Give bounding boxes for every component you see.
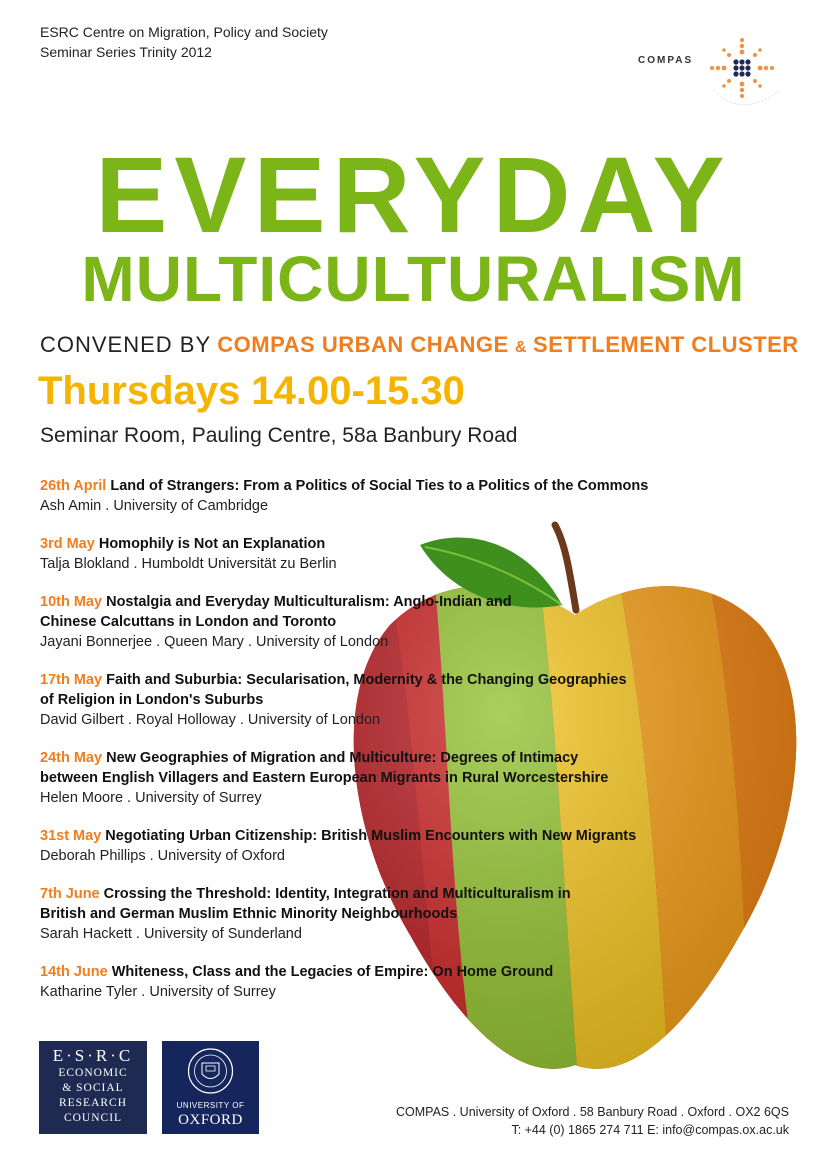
footer-phone-email: T: +44 (0) 1865 274 711 E: info@compas.ox.ac.uk xyxy=(511,1123,789,1137)
esrc-logo xyxy=(39,1041,147,1134)
seminar-speaker: Deborah Phillips . University of Oxford xyxy=(40,848,285,864)
seminar-title-line-2: of Religion in London's Suburbs xyxy=(40,692,264,708)
seminar-title-line-2: between English Villagers and Eastern European Migrants in Rural Worcestershire xyxy=(40,770,609,786)
compas-starburst-icon xyxy=(632,38,797,123)
seminar-date: 24th May xyxy=(40,750,103,766)
esrc-logo-line: COUNCIL xyxy=(63,1112,123,1124)
seminar-title: Homophily is Not an Explanation xyxy=(98,536,326,552)
seminar-venue: Seminar Room, Pauling Centre, 58a Banbury Road xyxy=(40,424,518,447)
oxford-crest-icon xyxy=(162,1041,259,1101)
seminar-item xyxy=(40,826,800,866)
compas-logo-text: COMPAS xyxy=(638,55,694,66)
convened-prefix: CONVENED BY xyxy=(40,332,212,357)
seminar-speaker: Sarah Hackett . University of Sunderland xyxy=(40,926,302,942)
esrc-logo-line: & SOCIAL xyxy=(62,1082,124,1094)
esrc-logo-line: ECONOMIC xyxy=(58,1067,128,1079)
convened-by-line xyxy=(40,331,799,362)
seminar-speaker: Talja Blokland . Humboldt Universität zu Berlin xyxy=(40,556,337,572)
esrc-logo-line: RESEARCH xyxy=(58,1097,128,1109)
seminar-title: Faith and Suburbia: Secularisation, Modernity & the Changing Geographies xyxy=(106,672,627,688)
seminar-speaker: Katharine Tyler . University of Surrey xyxy=(40,984,276,1000)
seminar-title: Whiteness, Class and the Legacies of Empire: On Home Ground xyxy=(111,964,554,980)
footer-address: COMPAS . University of Oxford . 58 Banbury Road . Oxford . OX2 6QS xyxy=(396,1105,789,1119)
seminar-speaker: David Gilbert . Royal Holloway . University of London xyxy=(40,712,381,728)
seminar-date: 31st May xyxy=(40,828,102,844)
seminar-speaker: Helen Moore . University of Surrey xyxy=(40,790,262,806)
convened-cluster-name: COMPAS URBAN CHANGE xyxy=(217,332,509,357)
compas-logo xyxy=(632,38,797,123)
seminar-title: Negotiating Urban Citizenship: British Muslim Encounters with New Migrants xyxy=(105,828,637,844)
seminar-title: Land of Strangers: From a Politics of Social Ties to a Politics of the Commons xyxy=(110,478,649,494)
seminar-item xyxy=(40,534,800,574)
footer-contact xyxy=(396,1103,789,1139)
seminar-speaker: Ash Amin . University of Cambridge xyxy=(40,498,269,514)
seminar-date: 10th May xyxy=(40,594,103,610)
seminar-speaker: Jayani Bonnerjee . Queen Mary . University of London xyxy=(40,634,389,650)
title-multiculturalism: MULTICULTURALISM xyxy=(81,243,746,315)
seminar-item xyxy=(40,748,800,808)
seminar-title: Nostalgia and Everyday Multiculturalism: Anglo-Indian and xyxy=(106,594,512,610)
header-line-organisation: ESRC Centre on Migration, Policy and Society xyxy=(40,24,328,40)
seminar-date: 17th May xyxy=(40,672,103,688)
convened-ampersand: & xyxy=(514,339,527,356)
esrc-logo-acronym: E·S·R·C xyxy=(52,1046,134,1065)
seminar-item xyxy=(40,592,800,652)
seminar-title: Crossing the Threshold: Identity, Integration and Multiculturalism in xyxy=(103,886,571,902)
seminar-title-line-2: British and German Muslim Ethnic Minority Neighbourhoods xyxy=(40,906,458,922)
oxford-logo xyxy=(162,1041,259,1134)
header-line-series: Seminar Series Trinity 2012 xyxy=(40,44,212,60)
seminar-item xyxy=(40,962,800,1002)
seminar-title: New Geographies of Migration and Multiculture: Degrees of Intimacy xyxy=(106,750,579,766)
seminar-date: 14th June xyxy=(40,964,108,980)
seminar-date: 3rd May xyxy=(40,536,95,552)
seminar-title-line-2: Chinese Calcuttans in London and Toronto xyxy=(40,614,337,630)
title-everyday: EVERYDAY xyxy=(95,134,732,255)
seminar-item xyxy=(40,476,800,516)
seminar-list xyxy=(40,476,800,1020)
seminar-time: Thursdays 14.00-15.30 xyxy=(38,369,465,413)
seminar-item xyxy=(40,670,800,730)
convened-cluster-name-2: SETTLEMENT CLUSTER xyxy=(533,332,799,357)
seminar-date: 7th June xyxy=(40,886,100,902)
oxford-logo-small-text: UNIVERSITY OF xyxy=(176,1101,245,1110)
seminar-date: 26th April xyxy=(40,478,107,494)
header xyxy=(40,22,328,62)
oxford-logo-name: OXFORD xyxy=(178,1112,243,1128)
seminar-item xyxy=(40,884,800,944)
